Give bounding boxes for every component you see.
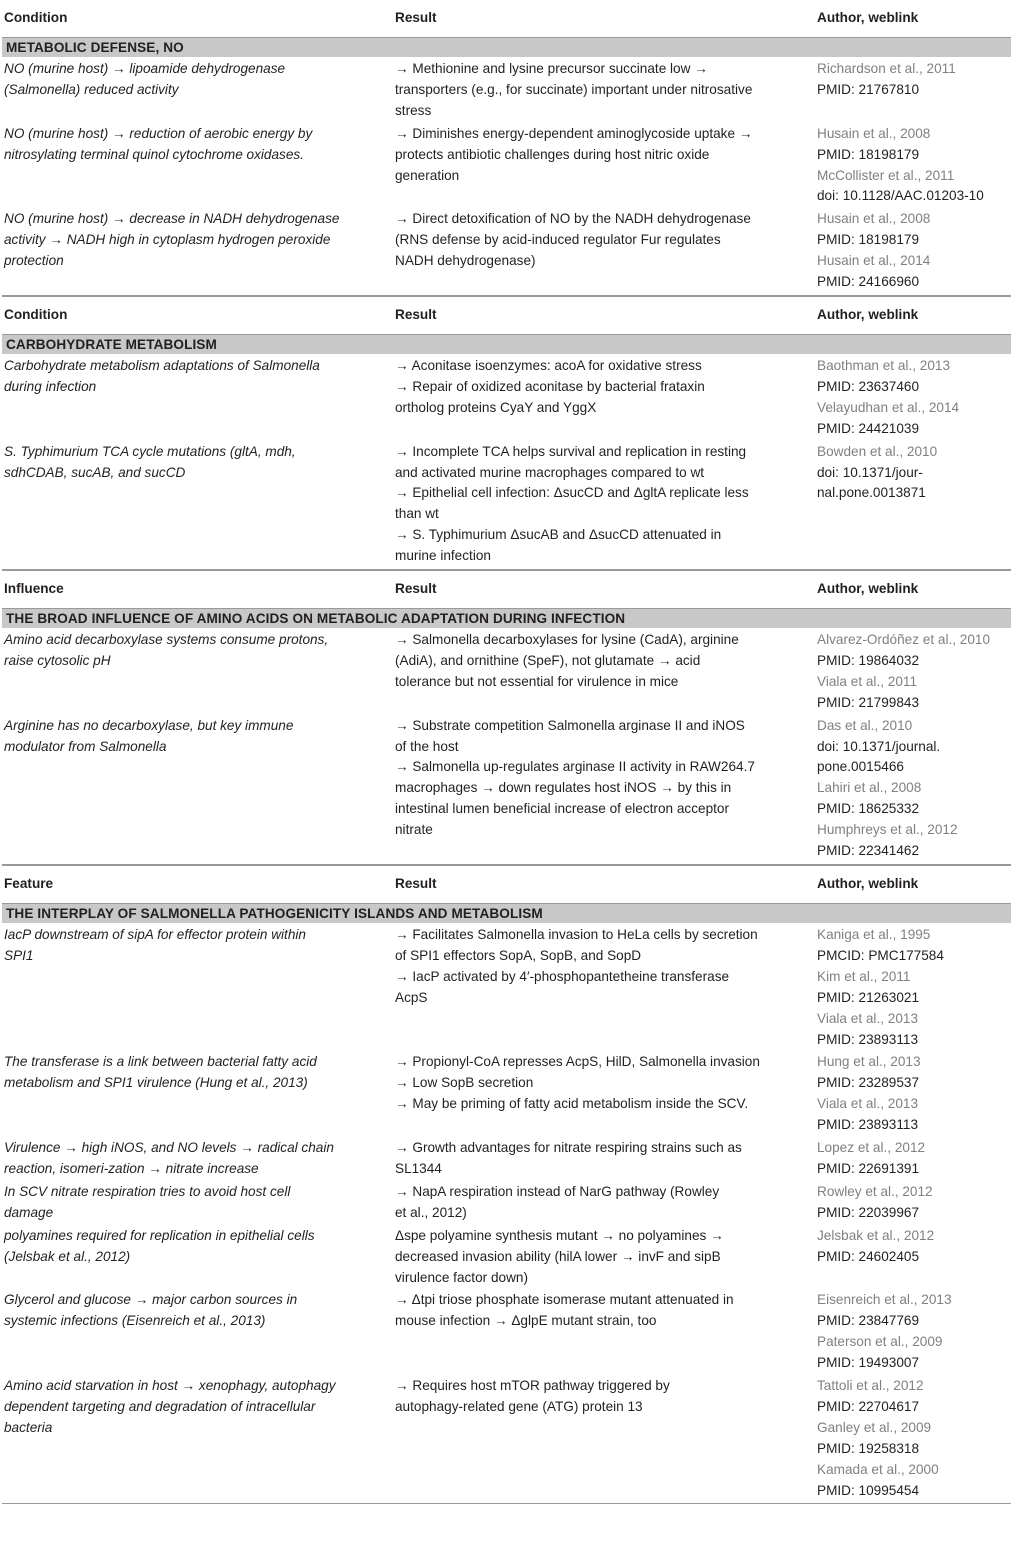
identifier-link[interactable]: doi: 10.1128/AAC.01203-10	[817, 188, 984, 204]
reference-link[interactable]: Rowley et al., 2012	[817, 1183, 933, 1199]
reference-link[interactable]: Husain et al., 2008	[817, 125, 931, 141]
section-heading: CARBOHYDRATE METABOLISM	[2, 334, 1011, 354]
reference-link[interactable]: Hung et al., 2013	[817, 1054, 921, 1070]
cell-line: → Growth advantages for nitrate respiring strains such as	[395, 1140, 742, 1156]
reference-link[interactable]: Richardson et al., 2011	[817, 61, 956, 76]
cell-line: protects antibiotic challenges during host nitric oxide	[395, 146, 710, 162]
reference-cell	[817, 442, 1013, 567]
condition-cell	[4, 1052, 395, 1136]
reference-link[interactable]: Eisenreich et al., 2013	[817, 1292, 952, 1308]
cell-line: reaction, isomeri-zation → nitrate increase	[4, 1160, 259, 1176]
cell-line: → Incomplete TCA helps survival and replication in resting	[395, 443, 747, 459]
cell-line: bacteria	[4, 1419, 53, 1435]
column-header: Result	[395, 581, 437, 597]
reference-link[interactable]: Lahiri et al., 2008	[817, 780, 922, 796]
table-row	[2, 354, 1011, 440]
reference-link[interactable]: Viala et al., 2013	[817, 1010, 919, 1026]
section-heading: METABOLIC DEFENSE, NO	[2, 37, 1011, 57]
cell-line: than wt	[395, 506, 439, 522]
cell-line: NO (murine host) → decrease in NADH dehydrogenase	[4, 211, 340, 227]
column-header: Result	[395, 876, 437, 891]
condition-cell	[4, 442, 395, 567]
identifier-link[interactable]: pone.0015466	[817, 759, 904, 775]
identifier-link[interactable]: PMCID: PMC177584	[817, 947, 944, 963]
cell-line: sdhCDAB, sucAB, and sucCD	[4, 464, 186, 480]
column-header: Condition	[4, 10, 68, 25]
result-cell	[395, 1226, 817, 1289]
cell-line: → Facilitates Salmonella invasion to HeLa cells by secretion	[395, 927, 758, 942]
cell-line: and activated murine macrophages compared to wt	[395, 464, 705, 480]
reference-cell	[817, 630, 1013, 714]
reference-link[interactable]: Humphreys et al., 2012	[817, 822, 958, 838]
table-row	[2, 1050, 1011, 1136]
cell-line: S. Typhimurium TCA cycle mutations (gltA, mdh,	[4, 443, 296, 459]
cell-line: et al., 2012)	[395, 1204, 467, 1220]
table-row	[2, 1180, 1011, 1224]
column-header: Author, weblink	[817, 876, 919, 891]
cell-line: → NapA respiration instead of NarG pathway (Rowley	[395, 1183, 720, 1199]
cell-line: → Diminishes energy-dependent aminoglycoside uptake →	[395, 125, 753, 141]
cell-line: → Methionine and lysine precursor succinate low →	[395, 61, 708, 76]
column-header: Author, weblink	[817, 10, 919, 25]
cell-line: nitrate	[395, 822, 433, 838]
reference-link[interactable]: Kaniga et al., 1995	[817, 927, 931, 942]
cell-line: metabolism and SPI1 virulence (Hung et al., 2013)	[4, 1075, 308, 1091]
cell-line: SL1344	[395, 1160, 442, 1176]
column-header: Result	[395, 10, 437, 25]
table-row	[2, 57, 1011, 122]
result-cell	[395, 1290, 817, 1374]
cell-line: → S. Typhimurium ΔsucAB and ΔsucCD attenuated in	[395, 527, 722, 543]
cell-line: autophagy-related gene (ATG) protein 13	[395, 1398, 643, 1414]
table-row	[2, 122, 1011, 208]
cell-line: In SCV nitrate respiration tries to avoid host cell	[4, 1183, 291, 1199]
section-spacer	[2, 1501, 1011, 1503]
column-header: Influence	[4, 581, 64, 597]
identifier-link[interactable]: PMID: 10995454	[817, 1482, 920, 1498]
cell-line: decreased invasion ability (hilA lower → invF and sipB	[395, 1248, 721, 1264]
cell-line: raise cytosolic pH	[4, 652, 111, 668]
column-header: Author, weblink	[817, 581, 919, 597]
cell-line: Glycerol and glucose → major carbon sources in	[4, 1292, 298, 1308]
table-section	[2, 865, 1011, 1504]
identifier-link[interactable]: PMID: 22039967	[817, 1204, 920, 1220]
cell-line: murine infection	[395, 548, 491, 564]
cell-line: macrophages → down regulates host iNOS → by this in	[395, 780, 732, 796]
identifier-link[interactable]: PMID: 19864032	[817, 652, 920, 668]
cell-line: mouse infection → ΔglpE mutant strain, too	[395, 1313, 657, 1329]
reference-cell	[817, 1376, 1013, 1501]
cell-line: tolerance but not essential for virulence in mice	[395, 673, 679, 689]
reference-cell	[817, 1052, 1013, 1136]
table-row	[2, 923, 1011, 1050]
reference-link[interactable]: Jelsbak et al., 2012	[817, 1227, 935, 1243]
reference-link[interactable]: Das et al., 2010	[817, 717, 913, 733]
cell-line: → Repair of oxidized aconitase by bacterial frataxin	[395, 378, 705, 394]
identifier-link[interactable]: PMID: 19258318	[817, 1440, 920, 1456]
table-section	[2, 0, 1011, 296]
condition-cell	[4, 925, 395, 1050]
condition-cell	[4, 716, 395, 862]
reference-link[interactable]: Kamada et al., 2000	[817, 1461, 939, 1477]
table-row	[2, 1288, 1011, 1374]
condition-cell	[4, 59, 395, 122]
identifier-link[interactable]: PMID: 23893113	[817, 1031, 919, 1047]
identifier-link[interactable]: PMID: 23893113	[817, 1117, 919, 1133]
column-header-row	[2, 0, 1011, 37]
result-cell	[395, 1138, 817, 1180]
cell-line: NO (murine host) → reduction of aerobic energy by	[4, 125, 313, 141]
reference-link[interactable]: Viala et al., 2011	[817, 673, 918, 689]
table-row	[2, 1136, 1011, 1180]
condition-cell	[4, 209, 395, 293]
reference-link[interactable]: Husain et al., 2014	[817, 253, 931, 269]
cell-line: IacP downstream of sipA for effector protein within	[4, 927, 306, 942]
result-cell	[395, 124, 817, 208]
cell-line: → IacP activated by 4′-phosphopantetheine transferase	[395, 968, 730, 984]
result-cell	[395, 630, 817, 714]
identifier-link[interactable]: PMID: 22341462	[817, 843, 920, 859]
cell-line: The transferase is a link between bacterial fatty acid	[4, 1054, 317, 1070]
cell-line: → Salmonella up-regulates arginase II activity in RAW264.7	[395, 759, 755, 775]
cell-line: (RNS defense by acid-induced regulator Fur regulates	[395, 232, 721, 248]
table-row	[2, 440, 1011, 567]
table-section	[2, 570, 1011, 865]
cell-line: → Low SopB secretion	[395, 1075, 534, 1091]
cell-line: dependent targeting and degradation of intracellular	[4, 1398, 316, 1414]
cell-line: Δspe polyamine synthesis mutant → no polyamines →	[395, 1227, 724, 1243]
cell-line: virulence factor down)	[395, 1269, 528, 1285]
identifier-link[interactable]: PMID: 21799843	[817, 694, 920, 710]
reference-cell	[817, 59, 1013, 122]
cell-line: nitrosylating terminal quinol cytochrome oxidases.	[4, 146, 304, 162]
cell-line: AcpS	[395, 989, 428, 1005]
cell-line: → Aconitase isoenzymes: acoA for oxidative stress	[395, 357, 702, 373]
cell-line: transporters (e.g., for succinate) important under nitrosative	[395, 81, 753, 97]
column-header: Author, weblink	[817, 306, 919, 322]
result-cell	[395, 356, 817, 440]
cell-line: of SPI1 effectors SopA, SopB, and SopD	[395, 947, 642, 963]
condition-cell	[4, 356, 395, 440]
reference-link[interactable]: McCollister et al., 2011	[817, 167, 955, 183]
cell-line: (Jelsbak et al., 2012)	[4, 1248, 131, 1264]
reference-cell	[817, 716, 1013, 862]
cell-line: modulator from Salmonella	[4, 738, 167, 754]
table-row	[2, 628, 1011, 714]
identifier-link[interactable]: PMID: 21767810	[817, 81, 920, 97]
reference-link[interactable]: Bowden et al., 2010	[817, 443, 938, 459]
cell-line: Arginine has no decarboxylase, but key immune	[4, 717, 294, 733]
section-heading: THE BROAD INFLUENCE OF AMINO ACIDS ON METABOLIC ADAPTATION DURING INFECTION	[2, 608, 1011, 628]
reference-cell	[817, 1290, 1013, 1374]
column-header: Result	[395, 306, 437, 322]
column-header: Feature	[4, 876, 54, 891]
identifier-link[interactable]: doi: 10.1371/jour-	[817, 464, 923, 480]
reference-link[interactable]: Velayudhan et al., 2014	[817, 399, 960, 415]
reference-cell	[817, 356, 1013, 440]
cell-line: during infection	[4, 378, 97, 394]
cell-line: ortholog proteins CyaY and YggX	[395, 399, 597, 415]
identifier-link[interactable]: PMID: 24166960	[817, 274, 920, 290]
identifier-link[interactable]: PMID: 22704617	[817, 1398, 920, 1414]
table-row	[2, 1374, 1011, 1501]
identifier-link[interactable]: PMID: 24421039	[817, 420, 920, 436]
table-row	[2, 714, 1011, 862]
table-row	[2, 207, 1011, 293]
reference-link[interactable]: Viala et al., 2013	[817, 1096, 919, 1112]
cell-line: Amino acid decarboxylase systems consume protons,	[4, 632, 329, 648]
cell-line: damage	[4, 1204, 54, 1220]
section-spacer	[2, 567, 1011, 569]
reference-cell	[817, 209, 1013, 293]
cell-line: (Salmonella) reduced activity	[4, 81, 179, 97]
cell-line: polyamines required for replication in epithelial cells	[4, 1227, 315, 1243]
cell-line: Virulence → high iNOS, and NO levels → radical chain	[4, 1140, 334, 1156]
cell-line: protection	[4, 253, 64, 269]
cell-line: NO (murine host) → lipoamide dehydrogenase	[4, 61, 286, 76]
identifier-link[interactable]: nal.pone.0013871	[817, 485, 926, 501]
cell-line: → Direct detoxification of NO by the NADH dehydrogenase	[395, 211, 751, 227]
condition-cell	[4, 124, 395, 208]
result-cell	[395, 1376, 817, 1501]
column-header-row	[2, 571, 1011, 608]
identifier-link[interactable]: PMID: 23847769	[817, 1313, 920, 1329]
identifier-link[interactable]: PMID: 21263021	[817, 989, 920, 1005]
identifier-link[interactable]: PMID: 19493007	[817, 1355, 920, 1371]
reference-link[interactable]: Tattoli et al., 2012	[817, 1378, 924, 1394]
cell-line: SPI1	[4, 947, 34, 963]
column-header: Condition	[4, 306, 68, 322]
cell-line: NADH dehydrogenase)	[395, 253, 536, 269]
condition-cell	[4, 1376, 395, 1501]
reference-link[interactable]: Alvarez-Ordóñez et al., 2010	[817, 632, 991, 648]
column-header-row	[2, 866, 1011, 903]
cell-line: Carbohydrate metabolism adaptations of Salmonella	[4, 357, 320, 373]
result-cell	[395, 716, 817, 862]
condition-cell	[4, 1138, 395, 1180]
table-section	[2, 296, 1011, 570]
identifier-link[interactable]: PMID: 23637460	[817, 378, 920, 394]
table-row	[2, 1224, 1011, 1289]
section-spacer	[2, 862, 1011, 864]
cell-line: systemic infections (Eisenreich et al., 2013)	[4, 1313, 266, 1329]
result-cell	[395, 1182, 817, 1224]
identifier-link[interactable]: PMID: 18625332	[817, 801, 920, 817]
cell-line: of the host	[395, 738, 459, 754]
reference-link[interactable]: Lopez et al., 2012	[817, 1140, 926, 1156]
cell-line: (AdiA), and ornithine (SpeF), not glutamate → acid	[395, 652, 701, 668]
cell-line: → Propionyl-CoA represses AcpS, HilD, Salmonella invasion	[395, 1054, 760, 1070]
identifier-link[interactable]: PMID: 23289537	[817, 1075, 920, 1091]
reference-cell	[817, 1226, 1013, 1289]
cell-line: intestinal lumen beneficial increase of electron acceptor	[395, 801, 729, 817]
result-cell	[395, 925, 817, 1050]
reference-link[interactable]: Husain et al., 2008	[817, 211, 931, 227]
column-header-row	[2, 297, 1011, 334]
result-cell	[395, 59, 817, 122]
reference-cell	[817, 925, 1013, 1050]
cell-line: → Requires host mTOR pathway triggered by	[395, 1378, 670, 1394]
reference-link[interactable]: Baothman et al., 2013	[817, 357, 951, 373]
result-cell	[395, 442, 817, 567]
cell-line: → May be priming of fatty acid metabolism inside the SCV.	[395, 1096, 749, 1112]
result-cell	[395, 1052, 817, 1136]
reference-link[interactable]: Paterson et al., 2009	[817, 1334, 943, 1350]
reference-cell	[817, 1182, 1013, 1224]
identifier-link[interactable]: doi: 10.1371/journal.	[817, 738, 941, 754]
condition-cell	[4, 1182, 395, 1224]
cell-line: → Δtpi triose phosphate isomerase mutant attenuated in	[395, 1292, 734, 1308]
cell-line: → Salmonella decarboxylases for lysine (CadA), arginine	[395, 632, 739, 648]
condition-cell	[4, 1226, 395, 1289]
reference-cell	[817, 1138, 1013, 1180]
cell-line: generation	[395, 167, 460, 183]
identifier-link[interactable]: PMID: 22691391	[817, 1160, 920, 1176]
cell-line: Amino acid starvation in host → xenophagy, autophagy	[4, 1378, 336, 1394]
condition-cell	[4, 630, 395, 714]
reference-link[interactable]: Ganley et al., 2009	[817, 1419, 932, 1435]
section-spacer	[2, 293, 1011, 295]
result-cell	[395, 209, 817, 293]
reference-link[interactable]: Kim et al., 2011	[817, 968, 911, 984]
reference-cell	[817, 124, 1013, 208]
identifier-link[interactable]: PMID: 18198179	[817, 232, 920, 248]
cell-line: → Substrate competition Salmonella arginase II and iNOS	[395, 717, 745, 733]
section-heading: THE INTERPLAY OF SALMONELLA PATHOGENICITY ISLANDS AND METABOLISM	[2, 903, 1011, 923]
cell-line: stress	[395, 102, 432, 118]
identifier-link[interactable]: PMID: 24602405	[817, 1248, 920, 1264]
condition-cell	[4, 1290, 395, 1374]
cell-line: → Epithelial cell infection: ΔsucCD and ΔgltA replicate less	[395, 485, 749, 501]
cell-line: activity → NADH high in cytoplasm hydrogen peroxide	[4, 232, 331, 248]
identifier-link[interactable]: PMID: 18198179	[817, 146, 920, 162]
